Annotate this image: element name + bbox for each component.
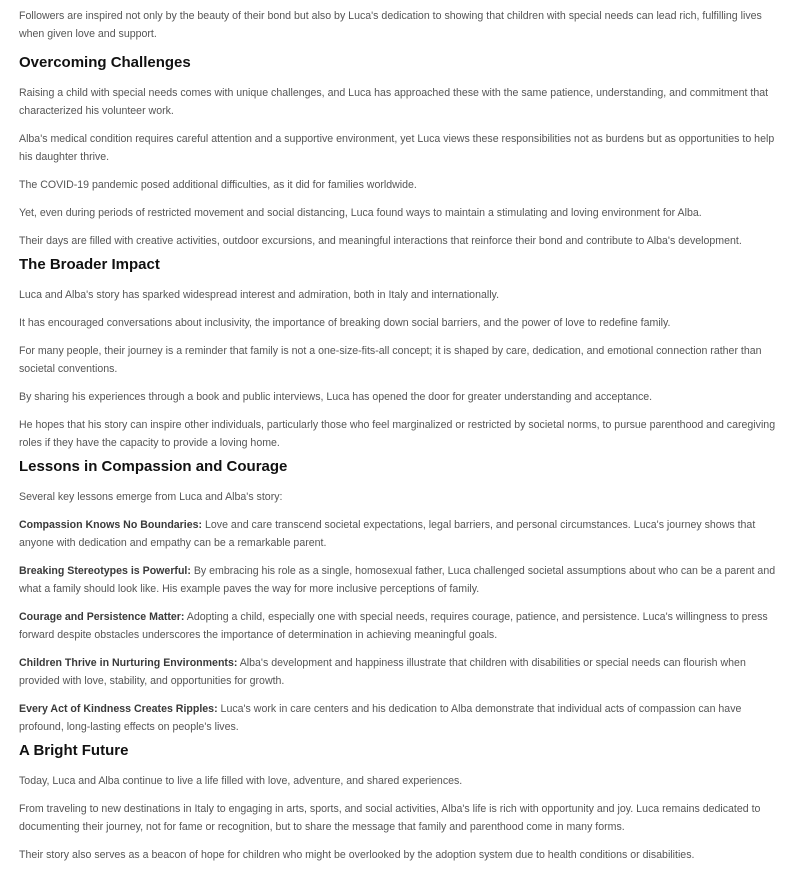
lesson-title: Children Thrive in Nurturing Environments:	[19, 657, 238, 669]
paragraph: Luca and Alba's story has sparked widespread interest and admiration, both in Italy and internationally.	[19, 289, 500, 301]
section-lessons	[19, 457, 788, 736]
lesson-text: By embracing his role as a single, homosexual father, Luca challenged societal assumptions about who can be a parent and what a family should look like. His example paves the way for more inclusive perceptions of family.	[19, 565, 776, 595]
lesson-item	[19, 562, 788, 598]
lesson-text: Alba's development and happiness illustrate that children with disabilities or special needs can flourish when provided with love, stability, and opportunities for growth.	[19, 657, 746, 687]
section-heading: Lessons in Compassion and Courage	[19, 458, 288, 475]
lesson-item	[19, 516, 788, 552]
paragraph: Today, Luca and Alba continue to live a life filled with love, adventure, and shared experiences.	[19, 775, 463, 787]
paragraph: Their story also serves as a beacon of hope for children who might be overlooked by the adoption system due to health conditions or disabilities.	[19, 849, 695, 861]
lesson-item	[19, 654, 788, 690]
lessons-intro: Several key lessons emerge from Luca and Alba's story:	[19, 491, 283, 503]
paragraph: Alba's medical condition requires careful attention and a supportive environment, yet Luca views these responsibilities not as burdens but as opportunities to help his daughter thrive.	[19, 133, 775, 163]
paragraph: Yet, even during periods of restricted movement and social distancing, Luca found ways to maintain a stimulating and loving environment for Alba.	[19, 207, 702, 219]
paragraph: It has encouraged conversations about inclusivity, the importance of breaking down social barriers, and the power of love to redefine family.	[19, 317, 671, 329]
paragraph: Their days are filled with creative activities, outdoor excursions, and meaningful interactions that reinforce their bond and contribute to Alba's development.	[19, 235, 742, 247]
lesson-title: Courage and Persistence Matter:	[19, 611, 185, 623]
paragraph: The COVID-19 pandemic posed additional difficulties, as it did for families worldwide.	[19, 179, 417, 191]
section-heading: A Bright Future	[19, 742, 129, 759]
lesson-item	[19, 700, 788, 736]
lesson-text: Love and care transcend societal expectations, legal barriers, and personal circumstances. Luca's journey shows that anyone with dedication and empathy can be a remarkable parent.	[19, 519, 756, 549]
paragraph: For many people, their journey is a reminder that family is not a one-size-fits-all concept; it is shaped by care, dedication, and emotional connection rather than societal conventions.	[19, 345, 762, 375]
lesson-item	[19, 608, 788, 644]
section-bright-future	[19, 741, 788, 864]
lesson-text: Luca's work in care centers and his dedication to Alba demonstrate that individual acts of compassion can have profound, long-lasting effects on people's lives.	[19, 703, 742, 733]
paragraph: Raising a child with special needs comes with unique challenges, and Luca has approached these with the same patience, understanding, and commitment that characterized his volunteer work.	[19, 87, 769, 117]
paragraph: By sharing his experiences through a book and public interviews, Luca has opened the door for greater understanding and acceptance.	[19, 391, 653, 403]
section-heading: Overcoming Challenges	[19, 54, 191, 71]
section-broader-impact	[19, 255, 788, 452]
intro-paragraph: Followers are inspired not only by the beauty of their bond but also by Luca's dedication to showing that children with special needs can lead rich, fulfilling lives when given love and support.	[19, 10, 762, 40]
lesson-title: Every Act of Kindness Creates Ripples:	[19, 703, 218, 715]
lesson-title: Breaking Stereotypes is Powerful:	[19, 565, 191, 577]
lesson-title: Compassion Knows No Boundaries:	[19, 519, 203, 531]
lesson-text: Adopting a child, especially one with special needs, requires courage, patience, and persistence. Luca's willingness to press forward despite obstacles underscores the importance of determination in achieving meaningful goals.	[19, 611, 768, 641]
paragraph: He hopes that his story can inspire other individuals, particularly those who feel marginalized or restricted by societal norms, to pursue parenthood and caregiving roles if they have the capacity to provide a loving home.	[19, 419, 776, 449]
paragraph: From traveling to new destinations in Italy to engaging in arts, sports, and social activities, Alba's life is rich with opportunity and joy. Luca remains dedicated to documenting their journey, not for fame or recognition, but to share the message that family and parenthood come in many forms.	[19, 803, 761, 833]
section-heading: The Broader Impact	[19, 256, 160, 273]
section-overcoming-challenges	[19, 53, 788, 250]
